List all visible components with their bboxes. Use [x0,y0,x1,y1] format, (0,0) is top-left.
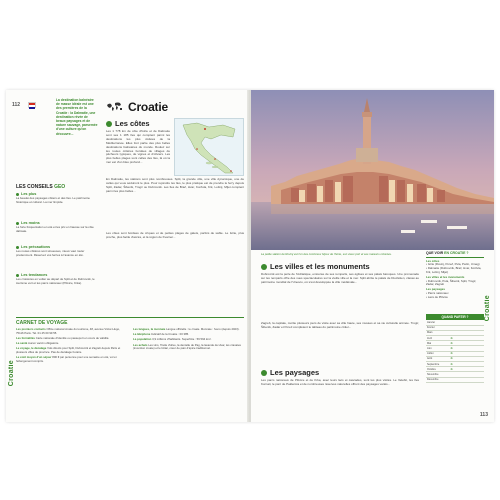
season-mark [447,377,456,382]
cotes-paragraph-3: Les côtes sont bordées de criques et de petites plages de galets, parfois de sable. Le Istrie, plus proche, plus facile d'accès, et la région de Kvarner... [106,231,244,239]
conseils-heading: LES CONSEILS GEO [16,184,66,190]
villes-paragraph-2: Zagreb, la capitale, mérite plusieurs jours de visite avec sa ville haute, ses musées et sa vie culturelle animée. Trogir, Šibenik, Zadar et Poreč complètent le tableau du patrimoine côtier... [261,321,419,329]
book-spread [6,90,494,422]
section-bullet-icon [106,121,112,127]
carnet-title: CARNET DE VOYAGE [16,320,68,326]
carnet-item: La population 3,9 millions d'habitants. Superficie : 56 594 km². [133,337,212,342]
vertical-tab-right: Croatie [484,295,491,322]
left-page [6,90,249,422]
cotes-paragraph-1: Les 1 778 km de côte d'Istrie et de Dalmatie sont ses 1 185 îles qui comptent parmi les destinations les plus visitées de la Méditerranée. Elles font partie des plus belles destinations balnéaires du monde. Roulez sur les routes côtières bordées de villages de pêcheurs typiques, de vignes et d'oliviers. Les plus belles plages sont celles des îles, là où la mer est d'un bleu profond... [106,129,170,165]
climate-cell [456,377,465,382]
month-label: Août [426,356,447,361]
section-bullet-icon [261,264,267,270]
carnet-column-left [16,328,127,365]
month-label: Juillet [426,351,447,356]
season-mark: ✿ [447,341,456,346]
climate-row [426,377,484,382]
croatia-flag-icon [28,102,36,108]
cotes-paragraph-2: En Dalmatie, les stations sont plus nombreuses. Split, la grande ville, une ville dynamique, une de celles qui vous séduiront le plus. Pour rejoindre les îles, le plus pratique est de prendre le ferry depuis Split, Zadar, Šibenik, Trogir ou Dubrovnik. Les îles de Brač, Hvar, Korčula, Krk, Lošinj, Mljet comptent parmi les plus belles... [106,177,244,193]
que-voir-group-items: • Parcs nationaux • Lacs de Plitvice [426,291,449,299]
season-mark: ✿ [447,362,456,367]
climate-cell [475,377,484,382]
month-label: Janvier [426,320,447,325]
season-mark: ✿ [447,367,456,372]
season-mark: ✿ [447,351,456,356]
paysages-paragraph: Les parcs nationaux de Plitvice et de Krka, avec leurs lacs et cascades, sont les plus visités. Le Velebit, les îles Kornati, le parc de Paklenica et de nombreuses réserves naturelles offrent des paysages variés... [261,378,419,386]
month-label: Février [426,325,447,330]
carnet-item: Les achats Les vins, l'huile d'olive, la dentelle de Pag, la lavande de Hvar, les cravates (invention croate) et le licitar, cœur de pain d'épice traditionnel. [133,342,241,351]
section-bullet-icon [261,370,267,376]
que-voir-group-items: • Istrie (Rovinj, Poreč, Pula, Pazin, Umag) • Dalmatie (Dubrovnik, Brač, Hvar, Korčula, Krk, Lošinj, Mljet) [426,262,482,274]
month-label: Mai [426,341,447,346]
croatia-map [174,118,244,176]
villes-paragraph-1: Dubrovnik est la perle de l'Adriatique, entourée de ses remparts, ses églises et ses palais baroques. Une promenade sur les remparts offre des vues spectaculaires sur la vieille ville et la mer. Split abrite le palais de Dioclétien, classé au patrimoine mondial de l'Unesco, où s'est développée la ville médiévale... [261,272,419,284]
carnet-item: Les formalités Carte nationale d'identité ou passeport en cours de validité. [16,335,110,340]
quand-partir-heading: QUAND PARTIR ? [426,314,484,320]
quand-partir-table [426,314,484,383]
section-heading-villes: Les villes et les monuments [261,262,370,271]
rovinj-photo-image [251,90,494,250]
month-label: Mars [426,330,447,335]
right-page [251,90,494,422]
month-label: Septembre [426,362,447,367]
section-heading-cotes: Les côtes [106,119,150,128]
photo-caption: La petite station de Rovinj est l'un des nombreux bijoux de l'Istrie, son vieux port et ses maisons colorées. [261,252,392,256]
tip-item: Les moins La forte fréquentation en été et les prix en hausse sur la côte dalmate. [16,221,94,233]
month-label: Juin [426,346,447,351]
intro-text: La destination balnéaire de masse idéale est une des premières de la Croatie : la Dalmatie, une destination rêvée de beaux paysages et de nature sauvage, parsemée d'une culture qu'on découvre... [56,98,98,136]
page-number-left: 112 [12,102,21,108]
world-map-icon [106,101,124,113]
que-voir-group-items: • Dubrovnik, Pula, Šibenik, Split, Trogir, Zadar, Zagreb [426,278,477,287]
month-label: Avril [426,336,447,341]
que-voir-heading: QUE VOIR EN CROATIE ? [426,252,484,258]
title-block [106,100,168,114]
croatia-map-shape [175,119,245,177]
page-number-right: 113 [479,412,488,418]
month-label: Novembre [426,372,447,377]
vertical-tab-left: Croatie [8,360,15,387]
page-title: Croatie [128,100,168,114]
que-voir-box [426,252,484,300]
month-label: Décembre [426,377,447,382]
carnet-item: Le voyage, le décalage Vols directs pour Split, Dubrovnik et Zagreb depuis Paris et plusieurs villes de province. Pas de décalage horaire. [16,346,121,354]
rovinj-photo [251,90,494,250]
tip-item: Les tendances Les croisières en voilier au départ de Split et de Dubrovnik, le tourisme vert et les parcs nationaux (Plitvice, Krka). [16,273,95,285]
section-heading-paysages: Les paysages [261,368,319,377]
carnet-item: Les langues, la monnaie Langue officielle : le croate. Monnaie : l'euro (depuis 2023). [133,327,240,331]
carnet-item: Le coût moyen d'un séjour 800 € par personne pour une semaine en été, vol et hébergement compris. [16,354,117,363]
que-voir-group-title: Les côtes [426,258,440,263]
que-voir-group-title: Les paysages [426,287,445,292]
season-mark: ✿ [447,346,456,351]
climate-cell [465,377,474,382]
carnet-item: La téléphone Indicatif de la Croatie : 00 385. [133,332,189,337]
que-voir-group-title: Les villes et les monuments [426,274,465,279]
month-label: Octobre [426,367,447,372]
carnet-item: La santé Aucun vaccin obligatoire. [16,340,60,345]
carnet-column-right [133,328,244,365]
carnet-de-voyage [16,317,244,407]
tip-item: Les plus La beauté des paysages côtiers et des îles. Le patrimoine historique et culturel. La mer limpide. [16,192,90,204]
carnet-item: Les premiers contacts Office national croate du tourisme, 48, avenue Victor-Hugo, 75116 Paris. Tél. 01 45 00 99 55. [16,327,120,335]
season-mark: ✿ [447,336,456,341]
tip-item: Les précautions Les routes côtières sont sinueuses, mieux vaut rouler prudemment. Réservez vos ferries à l'avance en été. [16,245,85,257]
season-mark: ✿ [447,356,456,361]
